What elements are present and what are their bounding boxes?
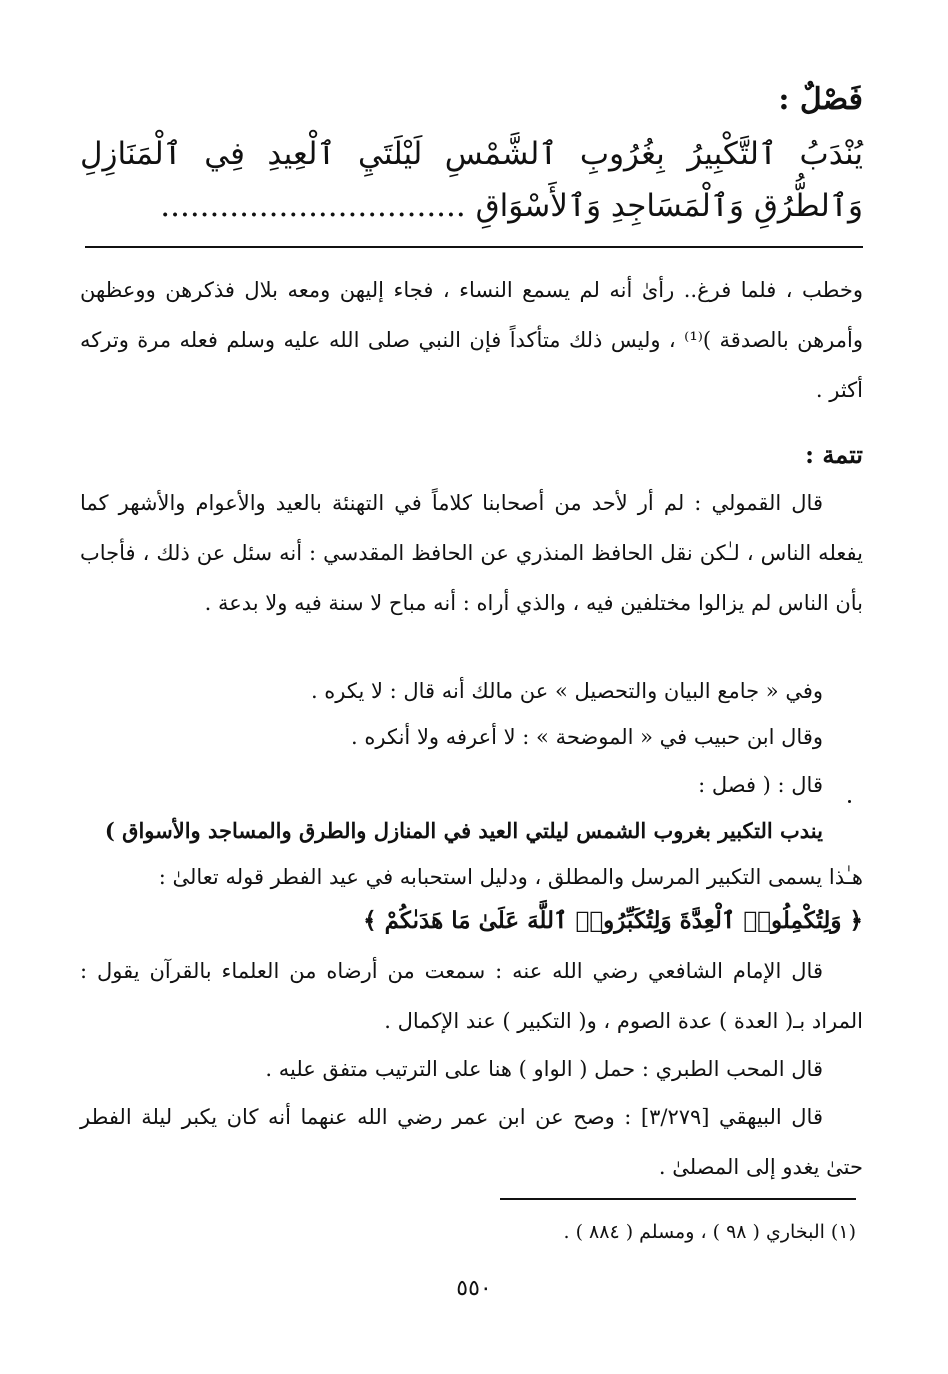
matn-dots: ............................... — [160, 188, 466, 224]
commentary-paragraph-qamuli: قال القمولي : لم أر لأحد من أصحابنا كلاماً في التهنئة بالعيد والأعوام والأشهر كما يفعله الناس ، لـٰكن نقل الحافظ المنذري عن الحافظ المقدسي : أنه سئل عن ذلك ، فأجاب بأن الناس لم يزالوا مختلفين فيه ، والذي أراه : أنه مباح لا سنة فيه ولا بدعة . — [80, 491, 863, 615]
commentary-paragraph-first: وخطب ، فلما فرغ.. رأىٰ أنه لم يسمع النساء ، فجاء إليهن ومعه بلال فذكرهن ووعظهن وأمرهن بالصدقة )⁽¹⁾ ، وليس ذلك متأكداً فإن النبي صلى الله عليه وسلم فعله مرة وتركه أكثر . — [80, 278, 863, 402]
commentary-paragraph-ibn-habib: وقال ابن حبيب في « الموضحة » : لا أعرفه ولا أنكره . — [351, 725, 823, 749]
quran-verse: ﴿ وَلِتُكْمِلُوا۟ ٱلْعِدَّةَ وَلِتُكَبِّرُوا۟ ٱللَّهَ عَلَىٰ مَا هَدَىٰكُمْ ﴾ — [363, 907, 863, 934]
margin-dot — [848, 800, 851, 803]
page-number: ٥٥٠ — [456, 1276, 492, 1301]
commentary-paragraph-muhib: قال المحب الطبري : حمل ( الواو ) هنا على الترتيب متفق عليه . — [265, 1057, 823, 1081]
commentary-paragraph-shafii: قال الإمام الشافعي رضي الله عنه : سمعت من أرضاه من العلماء بالقرآن يقول : المراد بـ( العدة ) عدة الصوم ، و( التكبير ) عند الإكمال . — [80, 959, 863, 1033]
matn-separator-line — [85, 246, 863, 248]
matn-heading: فَصْلٌ : — [778, 82, 863, 117]
matn-sentence: يُنْدَبُ ٱلتَّكْبِيرُ بِغُرُوبِ ٱلشَّمْسِ لَيْلَتَيِ ٱلْعِيدِ فِي ٱلْمَنَازِلِ وَٱلطُّرُقِ وَٱلْمَسَاجِدِ وَٱلأَسْوَاقِ — [80, 136, 863, 224]
commentary-paragraph-hadha: هـٰذا يسمى التكبير المرسل والمطلق ، ودليل استحبابه في عيد الفطر قوله تعالىٰ : — [158, 865, 863, 889]
commentary-paragraph-bayhaqi: قال البيهقي [٣/٢٧٩] : وصح عن ابن عمر رضي الله عنهما أنه كان يكبر ليلة الفطر حتىٰ يغدو إلى المصلىٰ . — [80, 1105, 863, 1179]
commentary-paragraph-jami: وفي « جامع البيان والتحصيل » عن مالك أنه قال : لا يكره . — [310, 679, 823, 703]
matn-text — [80, 128, 863, 232]
commentary-paragraph-qal-fasl: قال : ( فصل : — [698, 773, 823, 797]
footnote: (١) البخاري ( ٩٨ ) ، ومسلم ( ٨٨٤ ) . — [563, 1221, 856, 1243]
footnote-separator-line — [500, 1198, 856, 1200]
section-heading-tatimma: تتمة : — [805, 440, 863, 469]
quoted-matn-line: يندب التكبير بغروب الشمس ليلتي العيد في المنازل والطرق والمساجد والأسواق ) — [104, 818, 823, 843]
